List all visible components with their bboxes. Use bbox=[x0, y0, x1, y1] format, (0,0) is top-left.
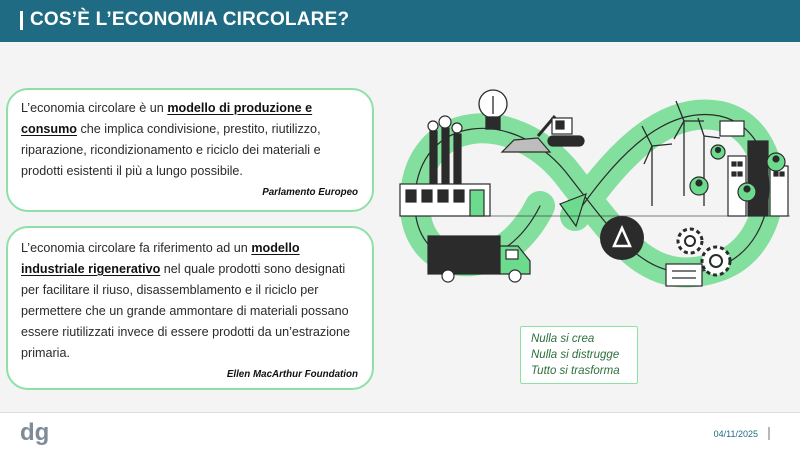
definition-highlight: modello industriale rigenerativo bbox=[21, 241, 300, 276]
header-accent-line bbox=[20, 11, 23, 30]
motto-box bbox=[520, 326, 638, 384]
definition-text-start: L’economia circolare è un bbox=[21, 101, 168, 115]
logo-text: dg bbox=[20, 420, 50, 446]
circular-economy-illustration bbox=[390, 76, 800, 308]
motto-line: Tutto si trasforma bbox=[531, 365, 620, 377]
recycle-icon bbox=[600, 216, 644, 260]
definition-card-eu bbox=[6, 88, 374, 212]
definition-card-emf bbox=[6, 226, 374, 390]
dg-logo bbox=[20, 420, 60, 448]
date-divider bbox=[768, 427, 770, 440]
motto-line: Nulla si distrugge bbox=[531, 349, 620, 361]
definition-highlight: modello di produzione e consumo bbox=[21, 101, 313, 136]
definition-source: Ellen MacArthur Foundation bbox=[226, 369, 358, 380]
definition-text bbox=[21, 98, 360, 182]
definition-text bbox=[21, 238, 360, 364]
definition-text-start: L’economia circolare fa riferimento ad un bbox=[21, 241, 252, 255]
definition-text-end: nel quale prodotti sono designati per facilitare il riuso, disassemblamento e il riciclo per permettere che un grande ammontare di materiali possano essere riutilizzati invece di essere prodotti da un’estrazione primaria. bbox=[21, 262, 351, 360]
definition-source: Parlamento Europeo bbox=[262, 187, 358, 198]
page-title: COS’È L’ECONOMIA CIRCOLARE? bbox=[30, 9, 350, 30]
control-panel-icon bbox=[666, 264, 702, 286]
motto-line: Nulla si crea bbox=[531, 333, 595, 345]
footer-bar bbox=[0, 412, 800, 452]
slide-date: 04/11/2025 bbox=[713, 429, 758, 439]
header-bar bbox=[0, 0, 800, 42]
definition-text-end: che implica condivisione, prestito, riutilizzo, riparazione, ricondizionamento e riciclo dei materiali e prodotti esistenti il più a lungo possibile. bbox=[21, 122, 321, 178]
